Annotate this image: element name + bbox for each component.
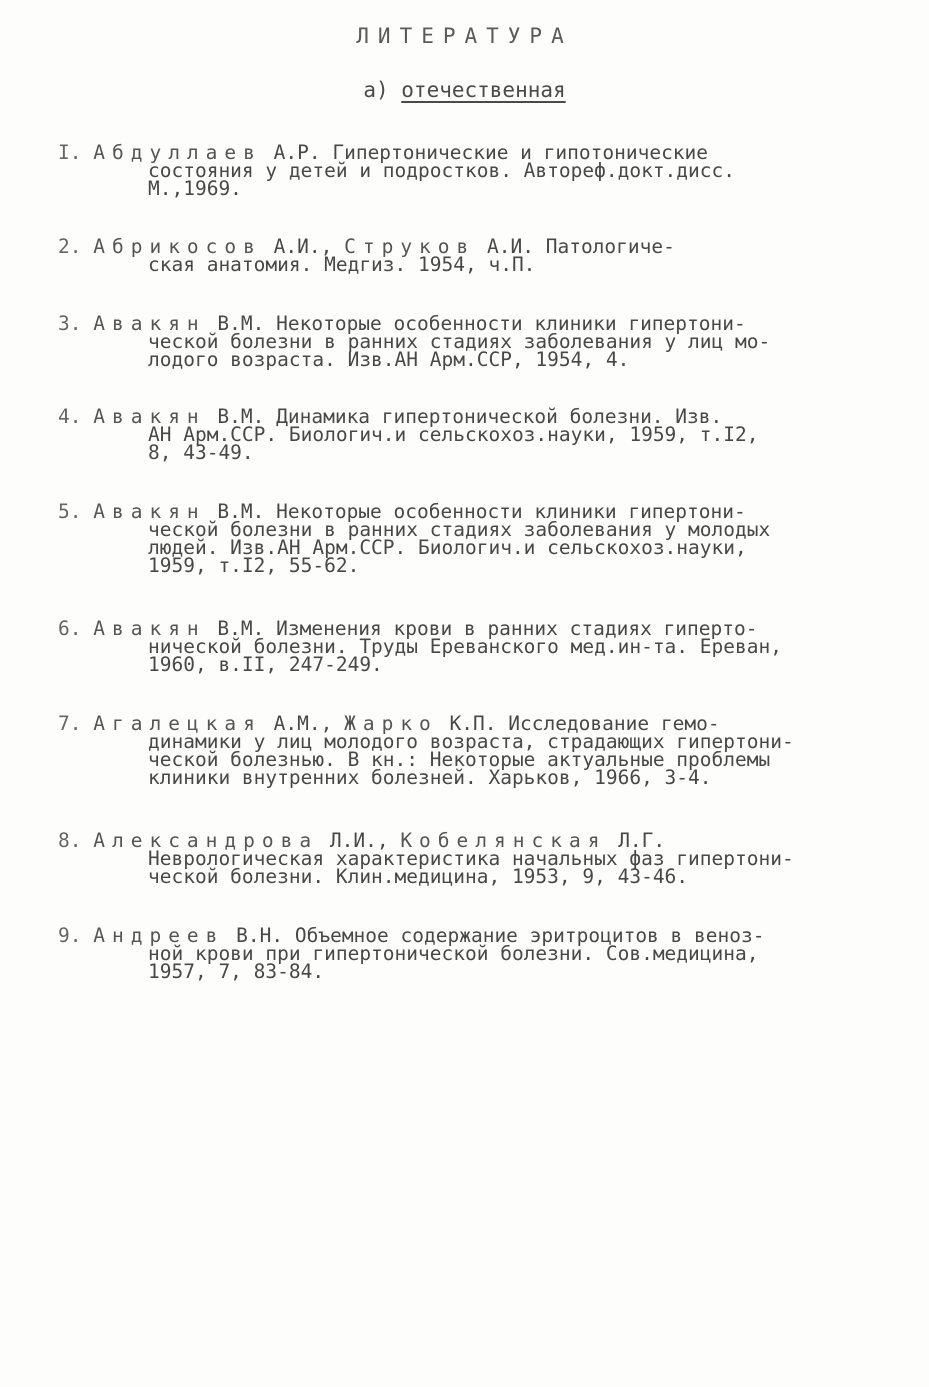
reference-number: 7. [58,712,94,735]
reference-number: 9. [58,924,94,947]
reference-continuation-line: ческой болезнью. В кн.: Некоторые актуальные проблемы [148,748,771,771]
reference-text: В.М. Некоторые особенности клиники гипертони- [205,500,746,523]
reference-text: В.Н. Объемное содержание эритроцитов в веноз- [224,924,765,947]
reference-text: А.М., [261,712,345,735]
section-prefix: а) [363,78,389,102]
section-subtitle [0,78,929,102]
reference-continuation-line: АН Арм.ССР. Биологич.и сельскохоз.науки, 1959, т.I2, [148,423,759,446]
reference-continuation-line: людей. Изв.АН Арм.ССР. Биологич.и сельскохоз.науки, [148,536,747,559]
reference-entry [58,617,878,676]
reference-text: В.М. Некоторые особенности клиники гипертони- [205,312,746,335]
reference-entry [58,312,878,371]
reference-number: 4. [58,405,94,428]
reference-continuation-line: ной крови при гипертонической болезни. Сов.медицина, [148,942,759,965]
reference-number: 8. [58,829,94,852]
reference-author: Александрова [93,829,319,852]
reference-author: Андреев [93,924,225,947]
reference-author: Струков [344,235,476,258]
reference-author: Авакян [93,312,206,335]
reference-author: Жарко [344,712,438,735]
reference-continuation-line: ческой болезни в ранних стадиях заболевания у лиц мо- [148,330,771,353]
reference-text: Л.Г. [606,829,666,852]
reference-continuation-line: 1957, 7, 83-84. [148,960,325,983]
reference-entry [58,141,878,200]
reference-text: В.М. Динамика гипертонической болезни. Изв. [205,405,723,428]
reference-author: Авакян [93,617,206,640]
reference-author: Кобелянская [400,829,607,852]
reference-continuation-line: лодого возраста. Изв.АН Арм.ССР, 1954, 4. [148,348,630,371]
reference-continuation-line: ческой болезни в ранних стадиях заболевания у молодых [148,518,771,541]
reference-number: I. [58,141,94,164]
reference-continuation-line: ческой болезни. Клин.медицина, 1953, 9, 43-46. [148,865,689,888]
reference-author: Абрикосов [93,235,262,258]
reference-entry [58,235,878,276]
reference-text: А.Р. Гипертонические и гипотонические [261,141,709,164]
reference-continuation-line: ская анатомия. Медгиз. 1954, ч.П. [148,253,536,276]
reference-entry [58,405,878,464]
reference-text: Л.И., [318,829,401,852]
reference-continuation-line: Неврологическая характеристика начальных фаз гипертони- [148,847,794,870]
reference-number: 5. [58,500,94,523]
reference-entry [58,712,878,789]
reference-entry [58,500,878,577]
reference-author: Абдуллаев [93,141,262,164]
reference-author: Авакян [93,405,206,428]
reference-text: А.И., [261,235,345,258]
reference-author: Агалецкая [93,712,262,735]
reference-continuation-line: 1959, т.I2, 55-62. [148,554,360,577]
reference-continuation-line: нической болезни. Труды Ереванского мед.ин-та. Ереван, [148,635,782,658]
reference-number: 6. [58,617,94,640]
reference-continuation-line: динамики у лиц молодого возраста, страдающих гипертони- [148,730,794,753]
page-title: ЛИТЕРАТУРА [356,24,573,48]
reference-continuation-line: М.,1969. [148,177,242,200]
reference-text: К.П. Исследование гемо- [437,712,720,735]
reference-continuation-line: клиники внутренних болезней. Харьков, 1966, 3-4. [148,766,712,789]
reference-text: В.М. Изменения крови в ранних стадиях гиперто- [205,617,758,640]
reference-number: 3. [58,312,94,335]
reference-entry [58,829,878,888]
reference-entry [58,924,878,983]
reference-text: А.И. Патологиче- [475,235,675,258]
reference-continuation-line: 1960, в.II, 247-249. [148,653,383,676]
reference-author: Авакян [93,500,206,523]
section-name: отечественная [401,78,566,102]
reference-continuation-line: 8, 43-49. [148,441,254,464]
reference-continuation-line: состояния у детей и подростков. Автореф.докт.дисс. [148,159,735,182]
reference-number: 2. [58,235,94,258]
